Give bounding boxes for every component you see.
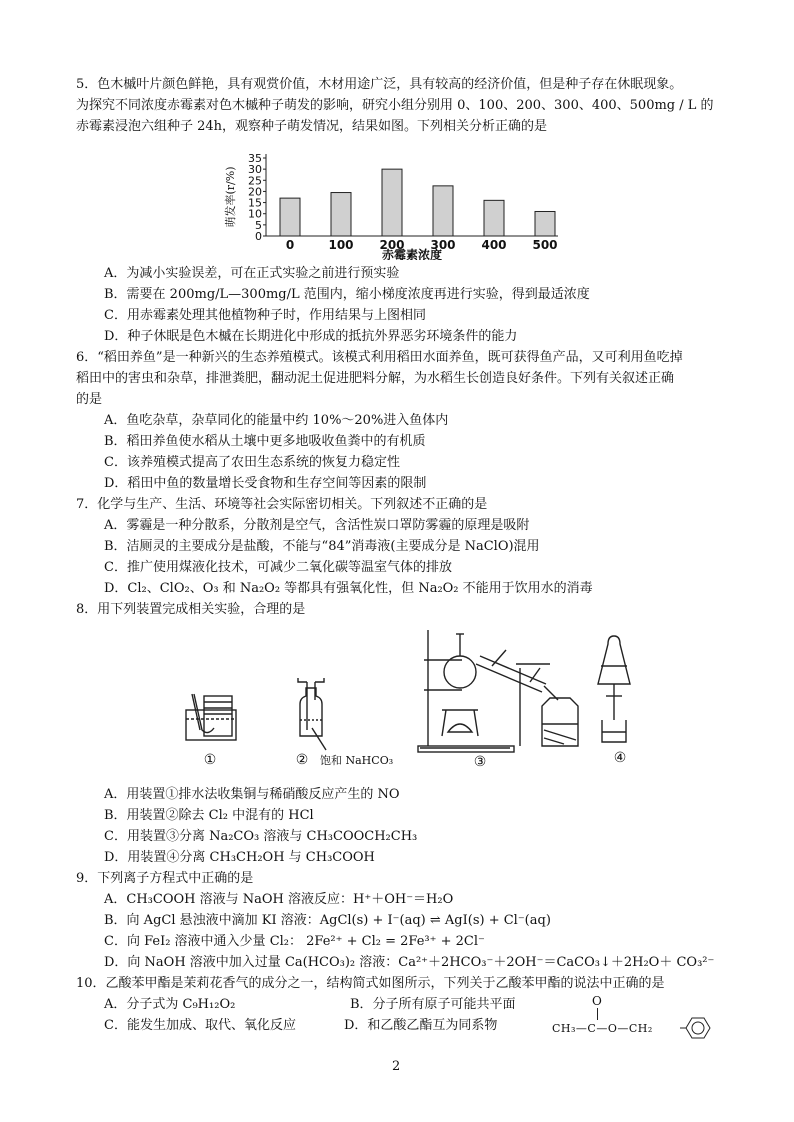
structure-chain: CH₃—C—O—CH₂ bbox=[552, 1022, 653, 1035]
q9-option-c: C．向 FeI₂ 溶液中通入少量 Cl₂： 2Fe²⁺ + Cl₂ = 2Fe³⁺ + 2Cl⁻ bbox=[104, 934, 485, 949]
y-tick-label: 15 bbox=[248, 196, 262, 210]
q6-option-c: C．该养殖模式提高了农田生态系统的恢复力稳定性 bbox=[104, 455, 400, 470]
structure-carbonyl-oxygen: O bbox=[592, 994, 602, 1008]
q7-option-d: D．Cl₂、ClO₂、O₃ 和 Na₂O₂ 等都具有强氧化性，但 Na₂O₂ 不能用于饮用水的消毒 bbox=[104, 581, 593, 596]
x-axis-label: 赤霉素浓度 bbox=[381, 248, 443, 260]
bar-0 bbox=[280, 198, 300, 236]
q6-line-1: 6．“稻田养鱼”是一种新兴的生态养殖模式。该模式利用稻田水面养鱼，既可获得鱼产品，又可利用鱼吃掉 bbox=[76, 350, 683, 365]
q10-option-d: D．和乙酸乙酯互为同系物 bbox=[344, 1018, 498, 1033]
q10-option-b: B．分子所有原子可能共平面 bbox=[350, 997, 516, 1012]
q5-option-b: B．需要在 200mg/L—300mg/L 范围内，缩小梯度浓度再进行实验，得到最适浓度 bbox=[104, 287, 590, 302]
x-tick-label: 200 bbox=[379, 238, 405, 252]
x-tick-label: 500 bbox=[532, 238, 558, 252]
q9-line-1: 9．下列离子方程式中正确的是 bbox=[76, 871, 254, 886]
germination-bar-chart bbox=[222, 142, 572, 260]
page-number: 2 bbox=[392, 1059, 401, 1074]
bar-500 bbox=[535, 211, 555, 236]
q8-line-1: 8．用下列装置完成相关实验，合理的是 bbox=[76, 602, 306, 617]
y-tick-label: 20 bbox=[248, 185, 262, 199]
device-2-label: ② bbox=[295, 752, 309, 768]
structure-double-bond bbox=[597, 1008, 598, 1020]
q6-option-a: A．鱼吃杂草，杂草同化的能量中约 10%～20%进入鱼体内 bbox=[104, 413, 449, 428]
q5-option-c: C．用赤霉素处理其他植物种子时，作用结果与上图相同 bbox=[104, 308, 426, 323]
q8-option-c: C．用装置③分离 Na₂CO₃ 溶液与 CH₃COOCH₂CH₃ bbox=[104, 829, 418, 844]
y-tick-label: 30 bbox=[248, 163, 262, 177]
device-4-separatory-funnel bbox=[598, 636, 630, 742]
y-tick-label: 10 bbox=[248, 207, 262, 221]
x-tick-label: 100 bbox=[328, 238, 354, 252]
q6-line-2: 稻田中的害虫和杂草，排泄粪肥，翻动泥土促进肥料分解，为水稻生长创造良好条件。下列有关叙述正确 bbox=[76, 371, 675, 386]
apparatus-figure bbox=[180, 620, 680, 770]
bar-400 bbox=[484, 200, 504, 236]
q6-line-3: 的是 bbox=[76, 392, 103, 407]
q7-option-c: C．推广使用煤液化技术，可减少二氧化碳等温室气体的排放 bbox=[104, 560, 452, 575]
q9-option-b: B．向 AgCl 悬浊液中滴加 KI 溶液：AgCl(s) + I⁻(aq) ⇌ AgI(s) + Cl⁻(aq) bbox=[104, 913, 551, 928]
q9-option-a: A．CH₃COOH 溶液与 NaOH 溶液反应：H⁺＋OH⁻＝H₂O bbox=[104, 892, 454, 907]
q5-line-1: 5．色木槭叶片颜色鲜艳，具有观赏价值，木材用途广泛，具有较高的经济价值，但是种子存在休眠现象。 bbox=[76, 77, 683, 92]
device-3-label: ③ bbox=[473, 754, 487, 770]
bar-100 bbox=[331, 193, 351, 236]
q5-option-d: D．种子休眠是色木槭在长期进化中形成的抵抗外界恶劣环境条件的能力 bbox=[104, 329, 518, 344]
q10-option-a: A．分子式为 C₉H₁₂O₂ bbox=[104, 997, 236, 1012]
q7-option-a: A．雾霾是一种分散系，分散剂是空气，含活性炭口罩防雾霾的原理是吸附 bbox=[104, 518, 530, 533]
q7-option-b: B．洁厕灵的主要成分是盐酸，不能与“84”消毒液(主要成分是 NaClO)混用 bbox=[104, 539, 540, 554]
bottle-label: 饱和 NaHCO₃ bbox=[320, 754, 394, 767]
q9-option-d: D．向 NaOH 溶液中加入过量 Ca(HCO₃)₂ 溶液：Ca²⁺＋2HCO₃⁻＋2OH⁻＝CaCO₃↓＋2H₂O＋ CO₃²⁻ bbox=[104, 955, 715, 970]
q5-line-2: 为探究不同浓度赤霉素对色木槭种子萌发的影响，研究小组分别用 0、100、200、300、400、500mg / L 的 bbox=[76, 98, 714, 113]
q5-line-3: 赤霉素浸泡六组种子 24h，观察种子萌发情况，结果如图。下列相关分析正确的是 bbox=[76, 119, 548, 134]
y-tick-label: 0 bbox=[255, 230, 262, 243]
device-2-gas-wash-bottle bbox=[298, 678, 326, 750]
bar-300 bbox=[433, 186, 453, 236]
q8-option-b: B．用装置②除去 Cl₂ 中混有的 HCl bbox=[104, 808, 314, 823]
device-1-label: ① bbox=[203, 752, 217, 768]
benzene-ring-icon bbox=[680, 1014, 712, 1042]
q6-option-b: B．稻田养鱼使水稻从土壤中更多地吸收鱼粪中的有机质 bbox=[104, 434, 426, 449]
q10-option-c: C．能发生加成、取代、氧化反应 bbox=[104, 1018, 296, 1033]
q10-line-1: 10．乙酸苯甲酯是茉莉花香气的成分之一，结构简式如图所示，下列关于乙酸苯甲酯的说法中正确的是 bbox=[76, 976, 665, 991]
y-tick-label: 35 bbox=[248, 152, 262, 165]
device-1-water-trough bbox=[186, 694, 236, 740]
q5-option-a: A．为减小实验误差，可在正式实验之前进行预实验 bbox=[104, 266, 400, 281]
x-tick-label: 0 bbox=[285, 238, 295, 252]
y-axis-label: 萌发率(r/%) bbox=[224, 166, 237, 228]
q8-option-d: D．用装置④分离 CH₃CH₂OH 与 CH₃COOH bbox=[104, 850, 375, 865]
x-tick-label: 300 bbox=[430, 238, 456, 252]
y-tick-label: 5 bbox=[255, 218, 262, 232]
bar-200 bbox=[382, 169, 402, 236]
y-tick-label: 25 bbox=[248, 174, 262, 188]
device-3-distillation-apparatus bbox=[418, 630, 578, 752]
x-tick-label: 400 bbox=[481, 238, 507, 252]
q8-option-a: A．用装置①排水法收集铜与稀硝酸反应产生的 NO bbox=[104, 787, 400, 802]
q7-line-1: 7．化学与生产、生活、环境等社会实际密切相关。下列叙述不正确的是 bbox=[76, 497, 488, 512]
device-4-label: ④ bbox=[613, 750, 627, 766]
q6-option-d: D．稻田中鱼的数量增长受食物和生存空间等因素的限制 bbox=[104, 476, 427, 491]
